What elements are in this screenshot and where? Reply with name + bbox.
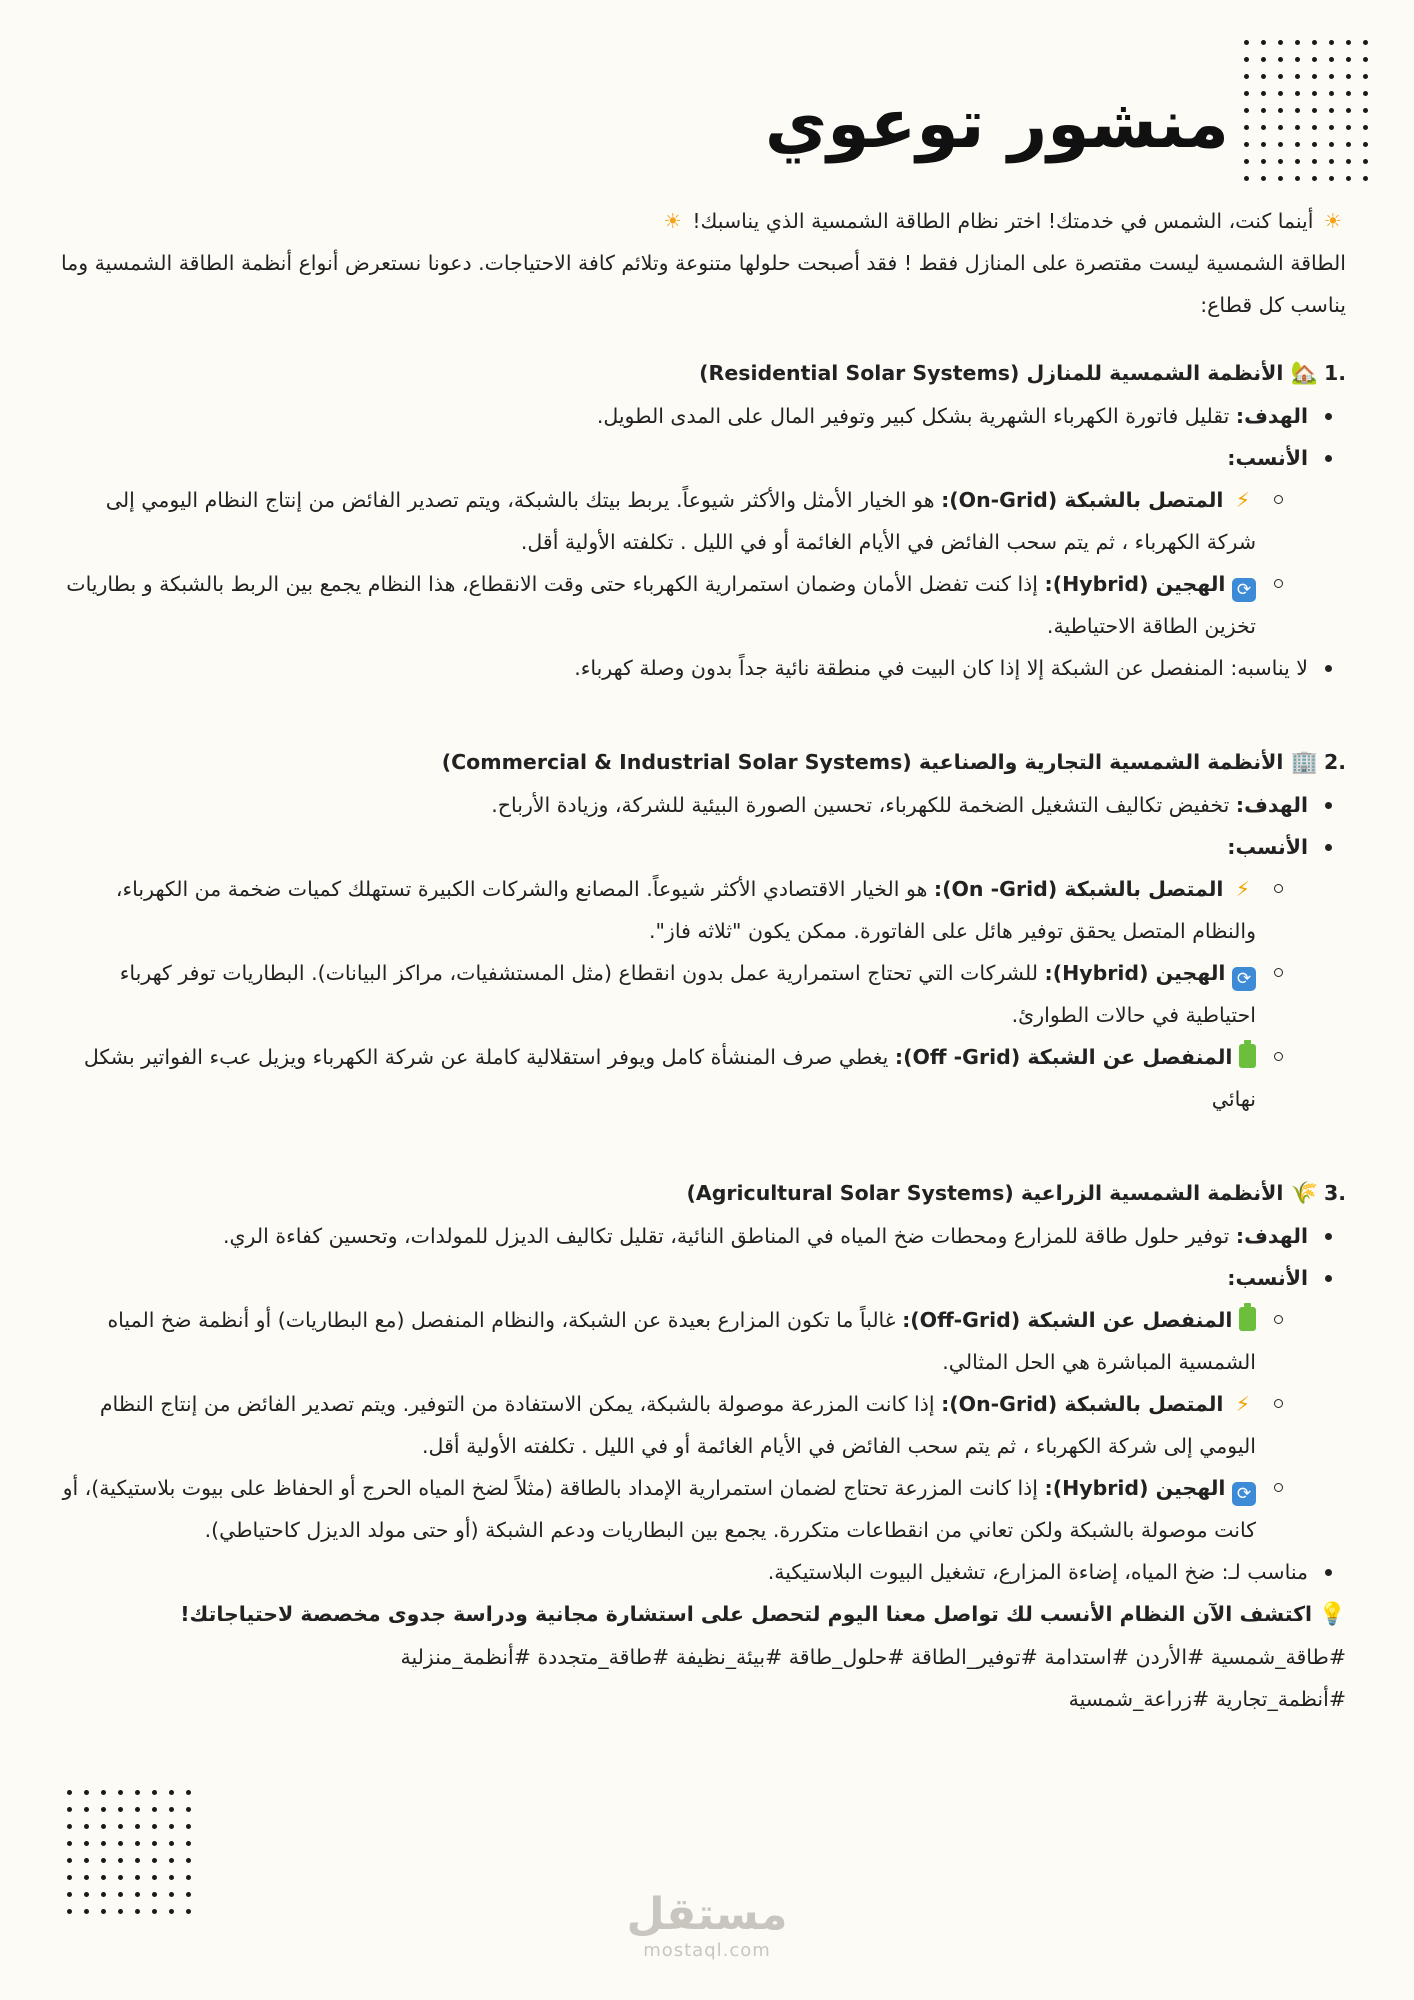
decorative-dot bbox=[118, 1807, 123, 1812]
hybrid-icon: ⟳ bbox=[1232, 967, 1256, 991]
decorative-dot bbox=[67, 1909, 72, 1914]
decorative-dot bbox=[1329, 74, 1334, 79]
section-number: .2 bbox=[1323, 750, 1346, 774]
section-1-heading bbox=[56, 352, 1346, 395]
best-label: الأنسب: bbox=[1227, 835, 1308, 859]
decorative-dot bbox=[1312, 40, 1317, 45]
option-label: المتصل بالشبكة (On-Grid): bbox=[941, 488, 1224, 512]
option-item bbox=[56, 1299, 1256, 1383]
decorative-dot bbox=[1363, 40, 1368, 45]
decorative-dot bbox=[169, 1841, 174, 1846]
extra-text: المنفصل عن الشبكة إلا إذا كان البيت في منطقة نائية جداً بدون وصلة كهرباء. bbox=[574, 656, 1224, 680]
decorative-dot bbox=[1244, 125, 1249, 130]
decorative-dot bbox=[1295, 176, 1300, 181]
decorative-dot bbox=[1244, 159, 1249, 164]
decorative-dot bbox=[1329, 142, 1334, 147]
decorative-dot bbox=[1261, 159, 1266, 164]
best-label: الأنسب: bbox=[1227, 446, 1308, 470]
goal-label: الهدف: bbox=[1235, 1224, 1308, 1248]
decorative-dot bbox=[1244, 74, 1249, 79]
intro-body: الطاقة الشمسية ليست مقتصرة على المنازل فقط ! فقد أصبحت حلولها متنوعة وتلائم كافة الاحتياجات. دعونا نستعرض أنواع أنظمة الطاقة الشمسية وما يناسب كل قطاع: bbox=[60, 251, 1346, 317]
option-item bbox=[56, 1383, 1256, 1467]
decorative-dot bbox=[118, 1841, 123, 1846]
option-item bbox=[56, 563, 1256, 647]
sun-icon: ☀ bbox=[663, 209, 682, 233]
decorative-dot bbox=[1312, 74, 1317, 79]
decorative-dot bbox=[1329, 159, 1334, 164]
call-to-action bbox=[56, 1593, 1346, 1636]
list-item-best bbox=[56, 1257, 1308, 1551]
option-text: للشركات التي تحتاج استمرارية عمل بدون انقطاع (مثل المستشفيات، مراكز البيانات). البطاريات توفر كهرباء احتياطية في حالات الطوارئ. bbox=[119, 961, 1256, 1027]
decorative-dot bbox=[169, 1790, 174, 1795]
decorative-dot bbox=[1346, 176, 1351, 181]
decorative-dot bbox=[152, 1909, 157, 1914]
decorative-dot bbox=[1346, 91, 1351, 96]
decorative-dot bbox=[186, 1790, 191, 1795]
decorative-dot bbox=[1278, 108, 1283, 113]
decorative-dot bbox=[152, 1807, 157, 1812]
decorative-dot bbox=[1261, 142, 1266, 147]
section-2-heading bbox=[56, 741, 1346, 784]
decorative-dot bbox=[1346, 159, 1351, 164]
decorative-dot bbox=[1278, 159, 1283, 164]
decorative-dot bbox=[1312, 108, 1317, 113]
decorative-dot bbox=[1312, 125, 1317, 130]
decorative-dot bbox=[67, 1875, 72, 1880]
section-title: الأنظمة الشمسية الزراعية (Agricultural Solar Systems) bbox=[686, 1181, 1284, 1205]
list-item-best bbox=[56, 437, 1308, 647]
decorative-dot bbox=[84, 1824, 89, 1829]
decorative-dot bbox=[118, 1790, 123, 1795]
decorative-dot bbox=[135, 1841, 140, 1846]
decorative-dot bbox=[135, 1909, 140, 1914]
decorative-dot bbox=[169, 1824, 174, 1829]
list-item-extra bbox=[56, 647, 1308, 689]
decorative-dot bbox=[118, 1909, 123, 1914]
decorative-dot bbox=[1329, 40, 1334, 45]
decorative-dot bbox=[1244, 176, 1249, 181]
best-label: الأنسب: bbox=[1227, 1266, 1308, 1290]
decorative-dot bbox=[1261, 108, 1266, 113]
decorative-dot bbox=[101, 1909, 106, 1914]
decorative-dot bbox=[1346, 142, 1351, 147]
decorative-dot bbox=[118, 1824, 123, 1829]
options-list bbox=[56, 479, 1308, 647]
bolt-icon: ⚡ bbox=[1235, 1392, 1251, 1416]
decorative-dot bbox=[84, 1790, 89, 1795]
decorative-dot bbox=[84, 1892, 89, 1897]
decorative-dot bbox=[1346, 74, 1351, 79]
option-label: المنفصل عن الشبكة (Off -Grid): bbox=[894, 1045, 1233, 1069]
hashtags-line-1: #طاقة_شمسية #الأردن #استدامة #توفير_الطاقة #حلول_طاقة #بيئة_نظيفة #طاقة_متجددة #أنظمة_منزلية bbox=[400, 1645, 1346, 1669]
decorative-dot bbox=[1363, 176, 1368, 181]
decorative-dot bbox=[169, 1807, 174, 1812]
decorative-dot bbox=[67, 1790, 72, 1795]
battery-icon bbox=[1239, 1307, 1256, 1331]
decorative-dot bbox=[101, 1824, 106, 1829]
option-text: إذا كنت تفضل الأمان وضمان استمرارية الكهرباء حتى وقت الانقطاع، هذا النظام يجمع بين الربط بالشبكة و بطاريات تخزين الطاقة الاحتياطية. bbox=[66, 572, 1256, 638]
section-title: الأنظمة الشمسية التجارية والصناعية (Commercial & Industrial Solar Systems) bbox=[441, 750, 1284, 774]
extra-label: لا يناسبه: bbox=[1230, 656, 1308, 680]
decorative-dot bbox=[1278, 125, 1283, 130]
decorative-dot bbox=[1278, 142, 1283, 147]
decorative-dot bbox=[1346, 57, 1351, 62]
decorative-dot bbox=[1278, 91, 1283, 96]
section-3-heading bbox=[56, 1172, 1346, 1215]
decorative-dot bbox=[1295, 159, 1300, 164]
decorative-dot bbox=[152, 1858, 157, 1863]
goal-text: توفير حلول طاقة للمزارع ومحطات ضخ المياه في المناطق النائية، تقليل تكاليف الديزل للمولدات، وتحسين كفاءة الري. bbox=[223, 1224, 1230, 1248]
intro-headline-text: أينما كنت، الشمس في خدمتك! اختر نظام الطاقة الشمسية الذي يناسبك! bbox=[692, 209, 1314, 233]
decorative-dot bbox=[1363, 142, 1368, 147]
decorative-dot bbox=[169, 1892, 174, 1897]
extra-text: ضخ المياه، إضاءة المزارع، تشغيل البيوت البلاستيكية. bbox=[767, 1560, 1216, 1584]
option-item bbox=[56, 1467, 1256, 1551]
goal-label: الهدف: bbox=[1235, 793, 1308, 817]
option-item bbox=[56, 952, 1256, 1036]
section-1-list bbox=[56, 395, 1346, 689]
battery-icon bbox=[1239, 1044, 1256, 1068]
lightbulb-icon: 💡 bbox=[1318, 1602, 1346, 1627]
decorative-dot bbox=[1363, 125, 1368, 130]
decorative-dot bbox=[1261, 57, 1266, 62]
decorative-dot bbox=[152, 1892, 157, 1897]
decorative-dot bbox=[84, 1909, 89, 1914]
decorative-dot bbox=[1278, 176, 1283, 181]
option-label: الهجين (Hybrid): bbox=[1044, 961, 1226, 985]
hashtags-line-2: #أنظمة_تجارية #زراعة_شمسية bbox=[1068, 1687, 1346, 1711]
bolt-icon: ⚡ bbox=[1235, 877, 1251, 901]
decorative-dot bbox=[169, 1858, 174, 1863]
option-text: إذا كانت المزرعة موصولة بالشبكة، يمكن الاستفادة من التوفير. ويتم تصدير الفائض من إنتاج النظام اليومي إلى شركة الكهرباء ، ثم يتم سحب الفائض في الأيام الغائمة أو في الليل . تكلفته الأولية أقل. bbox=[99, 1392, 1256, 1458]
section-2-list bbox=[56, 784, 1346, 1120]
option-label: الهجين (Hybrid): bbox=[1044, 1476, 1226, 1500]
decorative-dot bbox=[1261, 176, 1266, 181]
extra-label: مناسب لـ: bbox=[1221, 1560, 1308, 1584]
decorative-dot bbox=[101, 1790, 106, 1795]
decorative-dot bbox=[1244, 91, 1249, 96]
decorative-dot-grid-bottom bbox=[55, 1790, 191, 1926]
decorative-dot bbox=[186, 1892, 191, 1897]
decorative-dot bbox=[186, 1807, 191, 1812]
decorative-dot bbox=[101, 1892, 106, 1897]
section-number: .3 bbox=[1323, 1181, 1346, 1205]
decorative-dot bbox=[186, 1841, 191, 1846]
list-item-goal bbox=[56, 1215, 1308, 1257]
option-text: هو الخيار الأمثل والأكثر شيوعاً. يربط بيتك بالشبكة، ويتم تصدير الفائض من إنتاج النظام اليومي إلى شركة الكهرباء ، ثم يتم سحب الفائض في الأيام الغائمة أو في الليل . تكلفته الأولية أقل. bbox=[105, 488, 1256, 554]
decorative-dot bbox=[1295, 108, 1300, 113]
list-item-goal bbox=[56, 784, 1308, 826]
decorative-dot bbox=[101, 1807, 106, 1812]
decorative-dot bbox=[1329, 91, 1334, 96]
list-item-goal bbox=[56, 395, 1308, 437]
hybrid-icon: ⟳ bbox=[1232, 578, 1256, 602]
option-item bbox=[56, 1036, 1256, 1120]
option-label: المتصل بالشبكة (On-Grid): bbox=[941, 1392, 1224, 1416]
list-item-extra bbox=[56, 1551, 1308, 1593]
list-item-best bbox=[56, 826, 1308, 1120]
decorative-dot bbox=[1244, 57, 1249, 62]
decorative-dot bbox=[135, 1807, 140, 1812]
decorative-dot bbox=[135, 1892, 140, 1897]
decorative-dot bbox=[67, 1824, 72, 1829]
decorative-dot bbox=[1261, 40, 1266, 45]
decorative-dot bbox=[1295, 91, 1300, 96]
decorative-dot bbox=[67, 1841, 72, 1846]
decorative-dot-grid-top bbox=[1232, 40, 1368, 193]
decorative-dot bbox=[1244, 142, 1249, 147]
decorative-dot bbox=[84, 1858, 89, 1863]
decorative-dot bbox=[152, 1824, 157, 1829]
decorative-dot bbox=[1261, 91, 1266, 96]
option-text: يغطي صرف المنشأة كامل ويوفر استقلالية كاملة عن شركة الكهرباء ويزيل عبء الفواتير بشكل نهائي bbox=[83, 1045, 1256, 1111]
decorative-dot bbox=[135, 1858, 140, 1863]
house-icon: 🏡 bbox=[1290, 361, 1318, 386]
decorative-dot bbox=[1244, 108, 1249, 113]
decorative-dot bbox=[1295, 125, 1300, 130]
decorative-dot bbox=[67, 1858, 72, 1863]
decorative-dot bbox=[1261, 74, 1266, 79]
agriculture-icon: 🌾 bbox=[1290, 1181, 1318, 1206]
watermark-latin: mostaql.com bbox=[643, 1940, 771, 1961]
decorative-dot bbox=[101, 1858, 106, 1863]
watermark-arabic: مستقل bbox=[626, 1889, 788, 1940]
decorative-dot bbox=[186, 1858, 191, 1863]
goal-label: الهدف: bbox=[1235, 404, 1308, 428]
option-text: هو الخيار الاقتصادي الأكثر شيوعاً. المصانع والشركات الكبيرة تستهلك كميات ضخمة من الكهرباء، والنظام المتصل يحقق توفير هائل على الفاتورة. ممكن يكون "ثلاثه فاز". bbox=[115, 877, 1256, 943]
option-label: المتصل بالشبكة (On -Grid): bbox=[933, 877, 1224, 901]
decorative-dot bbox=[118, 1875, 123, 1880]
decorative-dot bbox=[1261, 125, 1266, 130]
post-content bbox=[56, 200, 1346, 1720]
decorative-dot bbox=[1363, 91, 1368, 96]
decorative-dot bbox=[1278, 57, 1283, 62]
decorative-dot bbox=[186, 1824, 191, 1829]
watermark-logo bbox=[622, 1890, 792, 1962]
decorative-dot bbox=[1244, 40, 1249, 45]
intro-headline bbox=[56, 200, 1346, 242]
decorative-dot bbox=[152, 1841, 157, 1846]
section-number: .1 bbox=[1323, 361, 1346, 385]
section-3-list bbox=[56, 1215, 1346, 1593]
cta-text: اكتشف الآن النظام الأنسب لك تواصل معنا اليوم لتحصل على استشارة مجانية ودراسة جدوى مخصصة لاحتياجاتك! bbox=[180, 1602, 1313, 1626]
hybrid-icon: ⟳ bbox=[1232, 1482, 1256, 1506]
decorative-dot bbox=[186, 1909, 191, 1914]
options-list bbox=[56, 1299, 1308, 1551]
decorative-dot bbox=[1346, 108, 1351, 113]
goal-text: تخفيض تكاليف التشغيل الضخمة للكهرباء، تحسين الصورة البيئية للشركة، وزيادة الأرباح. bbox=[491, 793, 1230, 817]
decorative-dot bbox=[135, 1790, 140, 1795]
decorative-dot bbox=[1278, 74, 1283, 79]
decorative-dot bbox=[1346, 40, 1351, 45]
decorative-dot bbox=[152, 1790, 157, 1795]
decorative-dot bbox=[1295, 57, 1300, 62]
decorative-dot bbox=[1312, 91, 1317, 96]
decorative-dot bbox=[135, 1824, 140, 1829]
decorative-dot bbox=[84, 1875, 89, 1880]
options-list bbox=[56, 868, 1308, 1120]
decorative-dot bbox=[1295, 142, 1300, 147]
option-label: المنفصل عن الشبكة (Off-Grid): bbox=[902, 1308, 1233, 1332]
decorative-dot bbox=[118, 1892, 123, 1897]
goal-text: تقليل فاتورة الكهرباء الشهرية بشكل كبير وتوفير المال على المدى الطويل. bbox=[596, 404, 1230, 428]
option-text: غالباً ما تكون المزارع بعيدة عن الشبكة، والنظام المنفصل (مع البطاريات) أو أنظمة ضخ المياه الشمسية المباشرة هي الحل المثالي. bbox=[107, 1308, 1256, 1374]
decorative-dot bbox=[1363, 159, 1368, 164]
decorative-dot bbox=[1363, 74, 1368, 79]
decorative-dot bbox=[1278, 40, 1283, 45]
section-title: الأنظمة الشمسية للمنازل (Residential Solar Systems) bbox=[699, 361, 1284, 385]
decorative-dot bbox=[169, 1875, 174, 1880]
decorative-dot bbox=[186, 1875, 191, 1880]
decorative-dot bbox=[1363, 108, 1368, 113]
option-label: الهجين (Hybrid): bbox=[1044, 572, 1226, 596]
decorative-dot bbox=[1295, 40, 1300, 45]
decorative-dot bbox=[1312, 142, 1317, 147]
decorative-dot bbox=[1312, 176, 1317, 181]
decorative-dot bbox=[101, 1875, 106, 1880]
decorative-dot bbox=[135, 1875, 140, 1880]
building-icon: 🏢 bbox=[1290, 750, 1318, 775]
decorative-dot bbox=[1295, 74, 1300, 79]
decorative-dot bbox=[101, 1841, 106, 1846]
option-item bbox=[56, 479, 1256, 563]
option-text: إذا كانت المزرعة تحتاج لضمان استمرارية الإمداد بالطاقة (مثلاً لضخ المياه الحرج أو الحفاظ على بيوت بلاستيكية)، أو كانت موصولة بالشبكة ولكن تعاني من انقطاعات متكررة. يجمع بين البطاريات ودعم الشبكة (أو حتى مولد الديزل كاحتياطي). bbox=[62, 1476, 1256, 1542]
decorative-dot bbox=[1363, 57, 1368, 62]
decorative-dot bbox=[152, 1875, 157, 1880]
decorative-dot bbox=[1329, 125, 1334, 130]
decorative-dot bbox=[84, 1841, 89, 1846]
decorative-dot bbox=[1329, 57, 1334, 62]
decorative-dot bbox=[169, 1909, 174, 1914]
decorative-dot bbox=[1329, 108, 1334, 113]
decorative-dot bbox=[1312, 159, 1317, 164]
bolt-icon: ⚡ bbox=[1235, 488, 1251, 512]
decorative-dot bbox=[84, 1807, 89, 1812]
decorative-dot bbox=[118, 1858, 123, 1863]
decorative-dot bbox=[67, 1892, 72, 1897]
page-title: منشور توعوي bbox=[764, 85, 1229, 164]
decorative-dot bbox=[1329, 176, 1334, 181]
option-item bbox=[56, 868, 1256, 952]
sun-icon: ☀ bbox=[1323, 209, 1343, 233]
decorative-dot bbox=[1312, 57, 1317, 62]
decorative-dot bbox=[67, 1807, 72, 1812]
decorative-dot bbox=[1346, 125, 1351, 130]
